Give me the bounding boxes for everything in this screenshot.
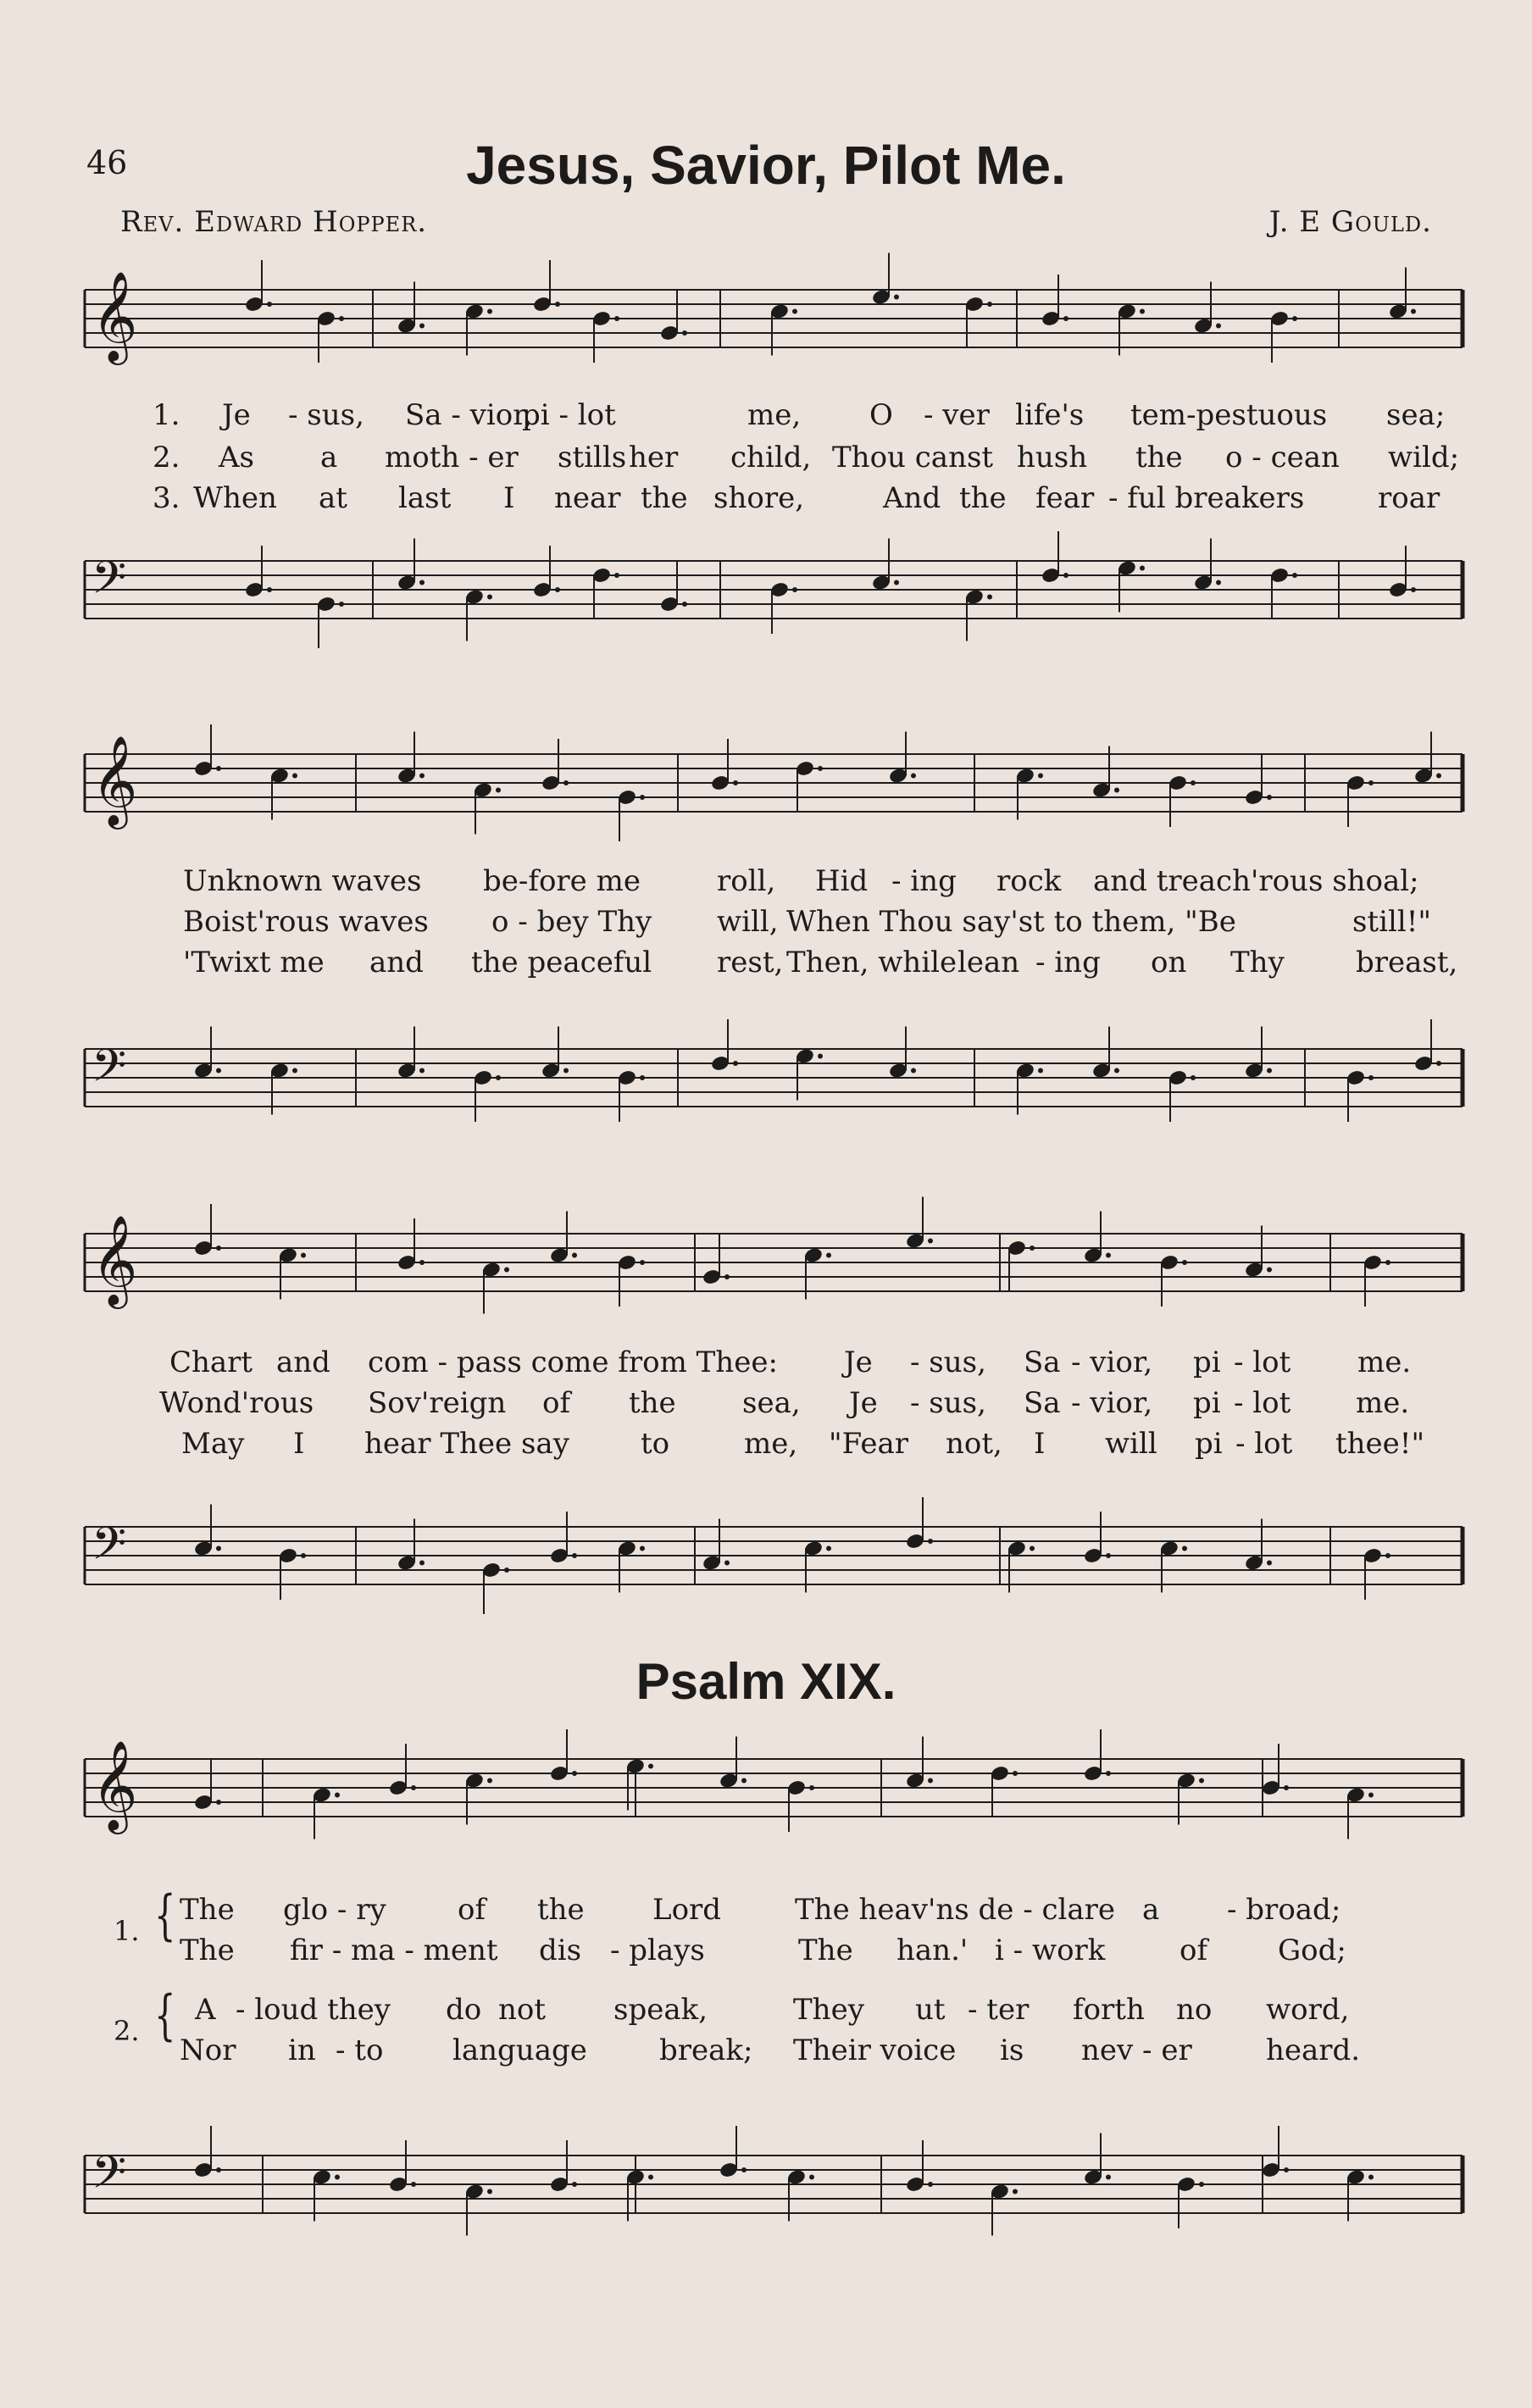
dot xyxy=(1038,1068,1043,1074)
dot xyxy=(1436,1061,1441,1066)
dot xyxy=(487,2189,492,2194)
dot xyxy=(411,2182,416,2187)
dot xyxy=(741,1778,747,1784)
dot xyxy=(928,1778,933,1784)
bass-clef: 𝄢 xyxy=(92,2147,127,2210)
dot xyxy=(1368,1075,1374,1080)
dot xyxy=(818,766,823,771)
dot xyxy=(267,302,272,307)
dot xyxy=(555,302,560,307)
dot xyxy=(419,1561,425,1566)
lyric-line: Chart and com - pass come from Thee: Je - sus, Sa - vior, pi - lot me. xyxy=(169,1345,1412,1379)
dot xyxy=(1385,1260,1390,1265)
dot xyxy=(1368,2175,1374,2180)
lyric-line: 1. Je - sus, Sa - vior, pi - lot me, O - ver life's tem-pestuous sea; xyxy=(153,398,1446,432)
dot xyxy=(640,1546,645,1551)
dot xyxy=(1267,1068,1272,1074)
dot xyxy=(792,587,797,592)
dot xyxy=(809,2175,814,2180)
dot xyxy=(216,1068,221,1074)
dot xyxy=(648,1764,653,1769)
dot xyxy=(894,580,899,585)
dot xyxy=(487,309,492,314)
brace: { xyxy=(154,1984,176,2047)
bass-staff xyxy=(0,1000,1532,1118)
dot xyxy=(1385,1553,1390,1558)
dot xyxy=(911,1068,916,1074)
dot xyxy=(682,330,687,336)
treble-clef: 𝄞 xyxy=(92,735,138,825)
dot xyxy=(572,1253,577,1258)
dot xyxy=(1267,795,1272,800)
dot xyxy=(1411,587,1416,592)
dot xyxy=(572,1771,577,1776)
treble-clef: 𝄞 xyxy=(92,270,138,361)
dot xyxy=(419,580,425,585)
dot xyxy=(928,1239,933,1244)
bass-clef: 𝄢 xyxy=(92,1518,127,1581)
dot xyxy=(496,788,501,793)
dot xyxy=(733,1061,738,1066)
bass-staff xyxy=(0,1483,1532,1601)
dot xyxy=(1030,1546,1035,1551)
dot xyxy=(419,1260,425,1265)
dot xyxy=(987,595,992,600)
dot xyxy=(487,1778,492,1784)
bass-clef: 𝄢 xyxy=(92,552,127,615)
dot xyxy=(335,1793,340,1798)
dot xyxy=(1013,1771,1018,1776)
verse-number: 1. xyxy=(114,1915,140,1947)
dot xyxy=(614,573,619,578)
dot xyxy=(826,1546,831,1551)
dot xyxy=(555,587,560,592)
hymn-composer: J. E Gould. xyxy=(1268,205,1432,239)
dot xyxy=(1284,2167,1289,2172)
lyric-line: 'Twixt me and the peaceful rest, Then, while lean - ing on Thy breast, xyxy=(183,946,1458,979)
dot xyxy=(1267,1561,1272,1566)
dot xyxy=(1013,2189,1018,2194)
dot xyxy=(911,774,916,779)
dot xyxy=(1106,1553,1111,1558)
dot xyxy=(792,309,797,314)
dot xyxy=(928,2182,933,2187)
dot xyxy=(648,2175,653,2180)
psalm-title: Psalm XIX. xyxy=(636,1653,896,1710)
dot xyxy=(1191,780,1196,785)
dot xyxy=(216,1546,221,1551)
lyric-line: Nor in - to language break; Their voice is nev - er heard. xyxy=(180,2033,1361,2067)
bass-staff xyxy=(0,2101,1532,2271)
dot xyxy=(572,1553,577,1558)
dot xyxy=(1106,1253,1111,1258)
treble-clef: 𝄞 xyxy=(92,1739,138,1830)
lyric-line: A - loud they do not speak, They ut - ter forth no word, xyxy=(195,1993,1350,2027)
dot xyxy=(614,316,619,321)
dot xyxy=(640,1260,645,1265)
dot xyxy=(292,1068,297,1074)
dot xyxy=(809,1785,814,1790)
dot xyxy=(267,587,272,592)
dot xyxy=(1191,1075,1196,1080)
dot xyxy=(563,1068,569,1074)
dot xyxy=(1267,1268,1272,1273)
dot xyxy=(987,302,992,307)
bass-staff xyxy=(0,534,1532,644)
dot xyxy=(1284,1785,1289,1790)
dot xyxy=(339,602,344,607)
brace: { xyxy=(154,1884,176,1947)
page-number: 46 xyxy=(86,144,128,181)
treble-staff xyxy=(0,720,1532,847)
dot xyxy=(419,774,425,779)
dot xyxy=(640,795,645,800)
dot xyxy=(335,2175,340,2180)
dot xyxy=(496,1075,501,1080)
treble-staff xyxy=(0,1203,1532,1322)
dot xyxy=(339,316,344,321)
dot xyxy=(1038,774,1043,779)
dot xyxy=(1368,1793,1374,1798)
bass-clef: 𝄢 xyxy=(92,1040,127,1103)
lyric-line: 2. As a moth - er stills her child, Thou canst hush the o - cean wild; xyxy=(153,441,1460,474)
dot xyxy=(826,1253,831,1258)
treble-clef: 𝄞 xyxy=(92,1214,138,1305)
dot xyxy=(1199,2182,1204,2187)
dot xyxy=(572,2182,577,2187)
lyric-line: The fir - ma - ment dis - plays The han.' i - work of God; xyxy=(180,1934,1346,1967)
dot xyxy=(640,1075,645,1080)
dot xyxy=(504,1268,509,1273)
dot xyxy=(1199,1778,1204,1784)
dot xyxy=(1216,580,1221,585)
lyric-line: May I hear Thee say to me, "Fear not, I will pi - lot thee!" xyxy=(181,1427,1425,1461)
dot xyxy=(1292,316,1297,321)
dot xyxy=(216,766,221,771)
dot xyxy=(1411,309,1416,314)
dot xyxy=(928,1539,933,1544)
dot xyxy=(733,780,738,785)
hymn-author: Rev. Edward Hopper. xyxy=(120,205,428,239)
dot xyxy=(1114,788,1119,793)
dot xyxy=(1030,1246,1035,1251)
dot xyxy=(504,1567,509,1573)
dot xyxy=(1368,780,1374,785)
dot xyxy=(818,1054,823,1059)
treble-staff xyxy=(0,1728,1532,1898)
lyric-line: Unknown waves be-fore me roll, Hid - ing rock and treach'rous shoal; xyxy=(183,864,1419,898)
dot xyxy=(292,774,297,779)
lyric-line: The glo - ry of the Lord The heav'ns de - clare a - broad; xyxy=(180,1893,1341,1927)
dot xyxy=(487,595,492,600)
lyric-line: Boist'rous waves o - bey Thy will, When Thou say'st to them, "Be still!" xyxy=(183,905,1432,939)
dot xyxy=(419,1068,425,1074)
lyric-line: 3. When at last I near the shore, And the fear - ful breakers roar xyxy=(153,481,1440,515)
dot xyxy=(411,1785,416,1790)
dot xyxy=(1063,316,1069,321)
dot xyxy=(1106,1771,1111,1776)
hymn-title: Jesus, Savior, Pilot Me. xyxy=(466,135,1066,196)
verse-number: 2. xyxy=(114,2015,140,2047)
dot xyxy=(301,1553,306,1558)
dot xyxy=(419,324,425,329)
dot xyxy=(563,780,569,785)
lyric-line: Wond'rous Sov'reign of the sea, Je - sus, Sa - vior, pi - lot me. xyxy=(159,1386,1410,1420)
dot xyxy=(724,1274,730,1279)
dot xyxy=(216,2167,221,2172)
dot xyxy=(1436,774,1441,779)
dot xyxy=(1140,566,1145,571)
dot xyxy=(1182,1546,1187,1551)
dot xyxy=(216,1246,221,1251)
dot xyxy=(682,602,687,607)
dot xyxy=(216,1800,221,1805)
dot xyxy=(1292,573,1297,578)
treble-staff xyxy=(0,270,1532,381)
dot xyxy=(1063,573,1069,578)
dot xyxy=(1106,2175,1111,2180)
dot xyxy=(894,295,899,300)
dot xyxy=(724,1561,730,1566)
dot xyxy=(741,2167,747,2172)
dot xyxy=(1182,1260,1187,1265)
dot xyxy=(301,1253,306,1258)
dot xyxy=(1114,1068,1119,1074)
dot xyxy=(1140,309,1145,314)
dot xyxy=(1216,324,1221,329)
